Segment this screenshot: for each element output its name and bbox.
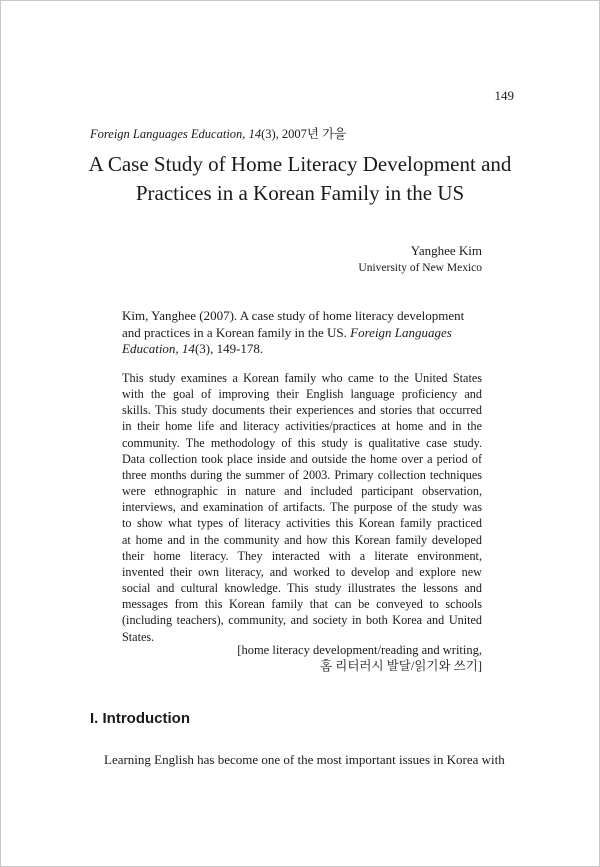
citation-line-1: Kim, Yanghee (2007). A case study of home literacy development: [122, 308, 465, 323]
abstract-line: social and cultural knowledge. This study illustrates the lessons and: [122, 581, 482, 596]
abstract-line: (including teachers), community, and society in both Korea and United: [122, 613, 482, 628]
author-affiliation: University of New Mexico: [358, 262, 482, 274]
author-name: Yanghee Kim: [410, 243, 482, 258]
abstract-line: in their home life and literacy activities/practices at home and in the: [122, 419, 482, 434]
paper-title: [60, 150, 540, 208]
section-heading-introduction: I. Introduction: [90, 710, 190, 727]
keywords-line-2: 홈 리터러시 발달/읽기와 쓰기]: [320, 659, 482, 673]
keywords-line-1: [home literacy development/reading and writing,: [237, 643, 482, 657]
abstract-line: messages from this Korean family that can be conveyed to schools: [122, 597, 482, 612]
abstract-line: were ethnographic in nature and included participant observation,: [122, 484, 482, 499]
title-line-1: A Case Study of Home Literacy Development and: [88, 152, 512, 176]
abstract-line: to show what types of literacy activities this Korean family practiced: [122, 516, 482, 531]
journal-volume: 14: [248, 127, 262, 141]
abstract-line: community. The methodology of this study is qualitative case study.: [122, 435, 482, 450]
citation-text: and practices in a Korean family in the US.: [122, 324, 347, 340]
abstract-line: their home literacy. They interacted with a literate environment,: [122, 548, 482, 563]
journal-header: [90, 124, 346, 142]
abstract-line: three months during the summer of 2003. Primary collection techniques: [122, 467, 482, 482]
citation-line-3: [122, 341, 482, 358]
abstract-line: This study examines a Korean family who came to the United States: [122, 371, 482, 385]
body-paragraph-first-line: Learning English has become one of the most important issues in Korea with: [104, 752, 505, 767]
citation-pages: (3), 149-178.: [194, 341, 264, 356]
abstract-line: with the goal of improving their English language proficiency and: [122, 387, 482, 402]
citation-block: [122, 308, 482, 358]
abstract: [122, 370, 482, 645]
citation-line-2: [122, 325, 482, 342]
citation-journal-volume: Education, 14: [122, 341, 195, 356]
abstract-line: Data collection took place inside and outside the home over a period of: [122, 451, 482, 466]
abstract-line: interviews, and examination of artifacts. The purpose of the study was: [122, 500, 482, 515]
page-number: 149: [494, 88, 514, 103]
abstract-line: skills. This study documents their experiences and stories that occurred: [122, 403, 482, 418]
title-line-2: Practices in a Korean Family in the US: [135, 181, 465, 205]
abstract-line: at home and in the community and how this Korean family developed: [122, 532, 482, 547]
journal-name: Foreign Languages Education,: [90, 127, 246, 141]
abstract-line: States.: [122, 629, 155, 644]
citation-journal: Foreign Languages: [350, 324, 452, 340]
keywords: [237, 642, 482, 674]
journal-issue: (3), 2007년 가을: [261, 127, 347, 141]
abstract-line: invented their own literacy, and worked to develop and explore new: [122, 564, 482, 579]
